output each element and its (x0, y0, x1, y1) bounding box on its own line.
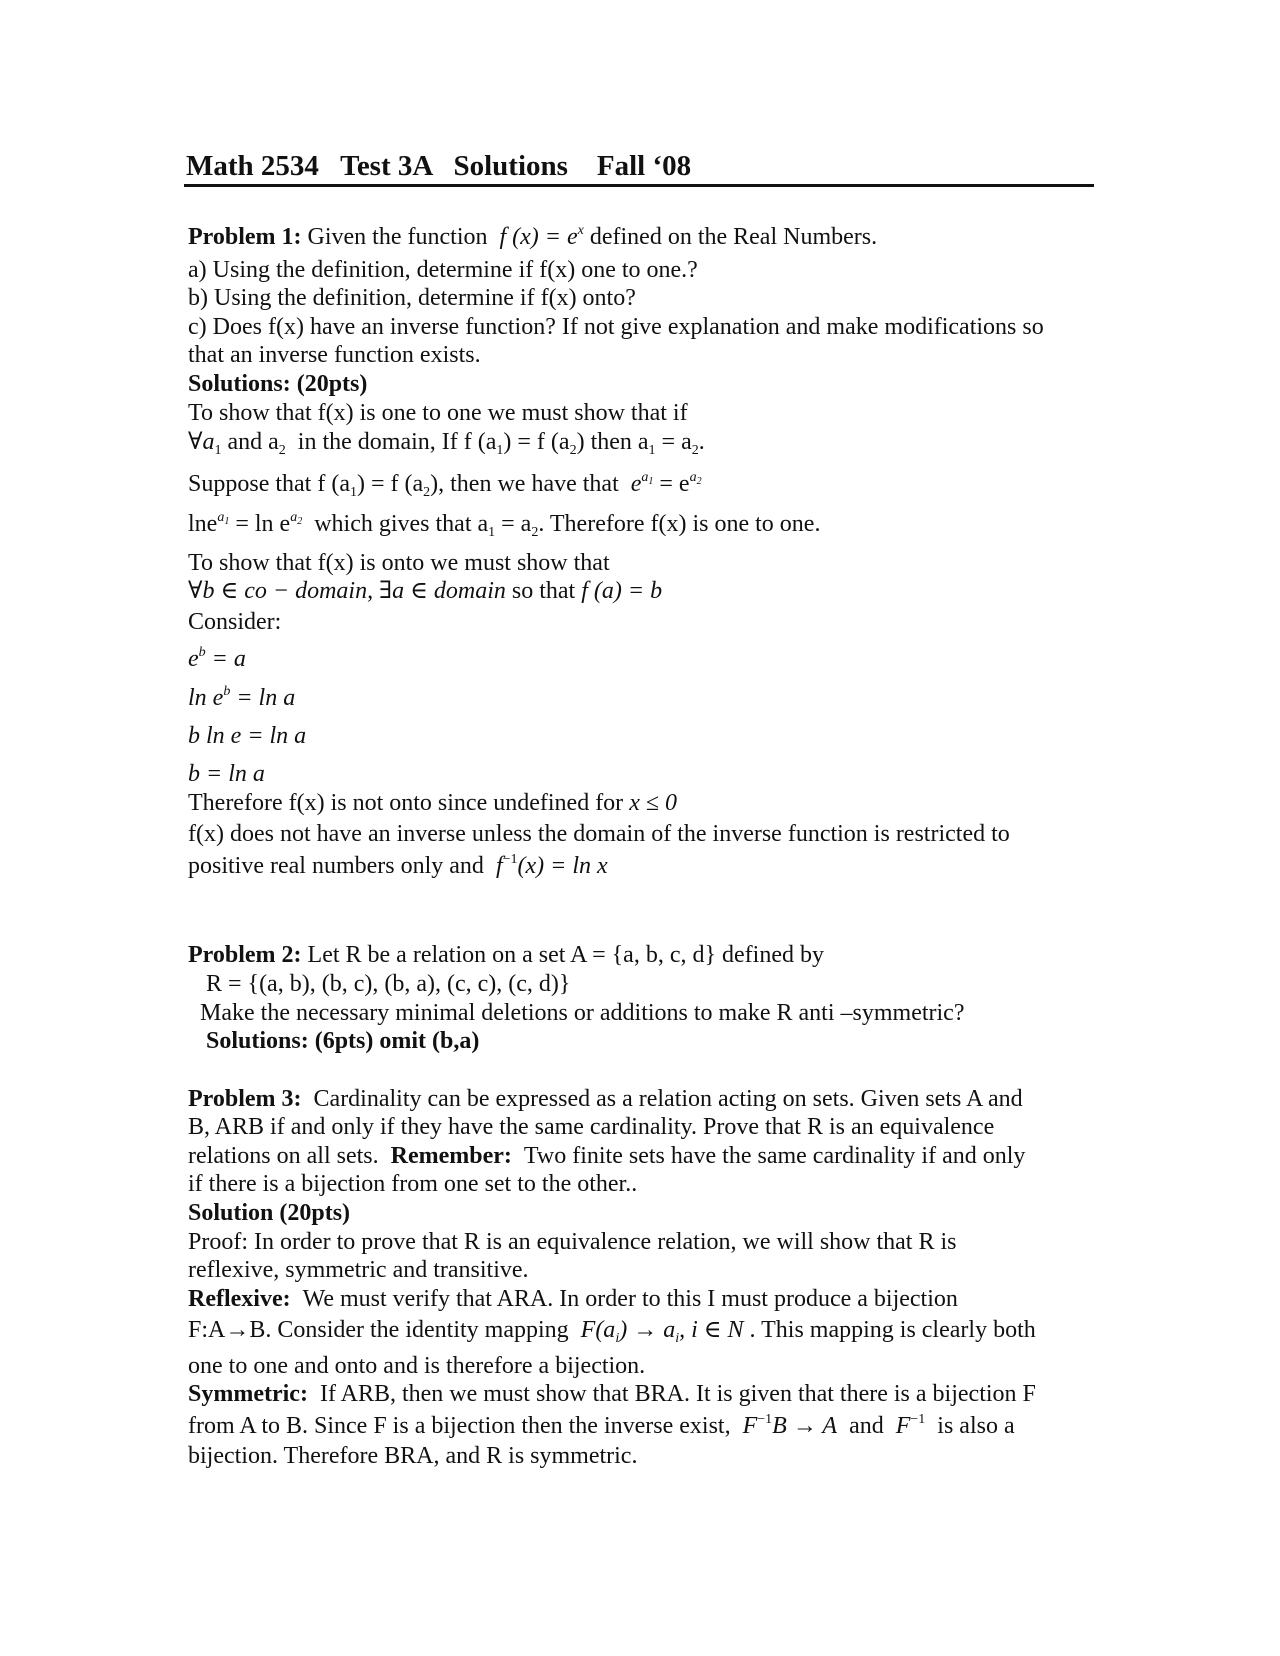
problem1-part-c-cont: that an inverse function exists. (188, 342, 481, 368)
problem1-ln-line: $\ln e^{a_1} = \ln e^{a_2}$ which gives that $a_1 = a_2$. Therefore f(x) is one to one. (188, 510, 821, 540)
problem1-injective-definition: $\forall a_1$ and $a_2$ in the domain, If f $(a_1) = f$ $(a_2)$ then $a_1 = a_2$. (188, 429, 705, 458)
problem1-statement: Problem 1: Given the function f $(x) = e^x$ defined on the Real Numbers. (188, 223, 878, 250)
problem1-suppose-line: Suppose that f $(a_1) = f$ $(a_2)$, then we have that $e^{a_1} = e^{a_2}$ (188, 470, 702, 500)
problem1-not-onto: Therefore f(x) is not onto since undefined for x ≤ 0 (188, 790, 678, 816)
problem1-solutions-heading: Solutions: (20pts) (188, 371, 368, 397)
problem1-solution-line: To show that f(x) is one to one we must show that if (188, 400, 688, 426)
problem3-solution-heading: Solution (20pts) (188, 1200, 351, 1226)
problem2-question: Make the necessary minimal deletions or additions to make R anti –symmetric? (200, 1000, 965, 1026)
problem3-label: Problem 3: (188, 1086, 302, 1112)
problem3-reflexive-line-3: one to one and onto and is therefore a bijection. (188, 1353, 646, 1379)
page-title: Math 2534 Test 3A Solutions Fall ‘08 (186, 150, 692, 182)
problem1-label: Problem 1: (188, 224, 302, 250)
problem3-symmetric-line-3: bijection. Therefore BRA, and R is symmetric. (188, 1443, 638, 1469)
problem3-symmetric-line: Symmetric: If ARB, then we must show that BRA. It is given that there is a bijection F (188, 1381, 1036, 1407)
problem3-reflexive-line-2: F:A→B. Consider the identity mapping $F(a_i) \to a_i$, i ∈ N . This mapping is clearly both (188, 1317, 1036, 1346)
problem1-inverse-line-2: positive real numbers only and $f^{-1}(x) = \ln x$ (188, 852, 608, 879)
problem1-part-a: a) Using the definition, determine if f(x) one to one.? (188, 257, 698, 283)
problem3-proof-line-2: reflexive, symmetric and transitive. (188, 1257, 529, 1283)
problem3-proof-line: Proof: In order to prove that R is an equivalence relation, we will show that R is (188, 1229, 957, 1255)
problem2-label: Problem 2: (188, 942, 302, 968)
problem2-solution: Solutions: (6pts) omit (b,a) (206, 1028, 480, 1054)
problem3-statement-3: relations on all sets. Remember: Two finite sets have the same cardinality if and only (188, 1143, 1026, 1169)
problem1-onto-definition: ∀b ∈ co − domain, ∃a ∈ domain so that f (a) = b (188, 578, 663, 604)
problem1-equation-2: $\ln e^b = \ln a$ (188, 684, 296, 711)
problem3-reflexive-line: Reflexive: We must verify that ARA. In order to this I must produce a bijection (188, 1286, 958, 1312)
problem1-equation-3: b ln e = ln a (188, 723, 307, 749)
problem1-equation-1: $e^b = a$ (188, 645, 246, 672)
problem1-consider: Consider: (188, 609, 282, 635)
problem2-statement: Problem 2: Let R be a relation on a set A = {a, b, c, d} defined by (188, 942, 824, 968)
problem3-statement-4: if there is a bijection from one set to the other.. (188, 1171, 638, 1197)
problem3-statement: Problem 3: Cardinality can be expressed as a relation acting on sets. Given sets A and (188, 1086, 1023, 1112)
problem1-part-c: c) Does f(x) have an inverse function? If not give explanation and make modifications so (188, 314, 1044, 340)
title-underline (184, 184, 1094, 187)
problem1-onto-intro: To show that f(x) is onto we must show that (188, 550, 610, 576)
problem1-inverse-line: f(x) does not have an inverse unless the domain of the inverse function is restricted to (188, 821, 1010, 847)
problem3-symmetric-line-2: from A to B. Since F is a bijection then the inverse exist, $F^{-1}B \to A$ and $F^{-1}$ is also a (188, 1412, 1015, 1439)
problem3-statement-2: B, ARB if and only if they have the same cardinality. Prove that R is an equivalence (188, 1114, 995, 1140)
problem2-relation: R = {(a, b), (b, c), (b, a), (c, c), (c, d)} (206, 971, 571, 997)
problem1-part-b: b) Using the definition, determine if f(x) onto? (188, 285, 636, 311)
problem1-equation-4: b = ln a (188, 761, 265, 787)
